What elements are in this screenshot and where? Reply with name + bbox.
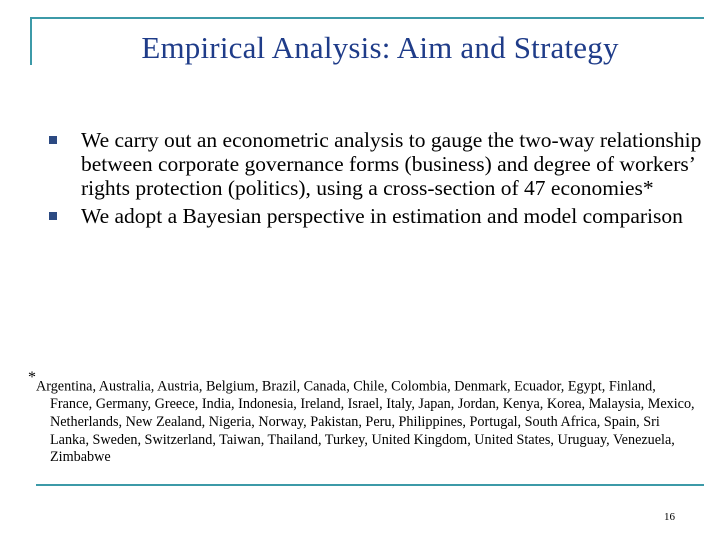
slide-title: Empirical Analysis: Aim and Strategy (141, 30, 619, 65)
footnote-rest: France, Germany, Greece, India, Indonesia, Ireland, Israel, Italy, Japan, Jordan, Kenya, Korea, Malaysia, Mexico, Netherlands, New Zealand, Nigeria, Norway, Pakistan, Peru, Philippines, Portugal, South Africa, Spain, Sri Lanka, Sweden, Switzerland, Taiwan, Thailand, Turkey, United Kingdom, United States, Uruguay, Venezuela, Zimbabwe (50, 396, 695, 466)
footnote-marker: * (28, 369, 36, 386)
footnote-first-line (28, 369, 698, 396)
page-number: 16 (664, 511, 675, 523)
square-bullet-icon (49, 212, 57, 220)
footnote (28, 369, 698, 467)
bullet-text-2: We adopt a Bayesian perspective in estimation and model comparison (81, 204, 683, 228)
bullet-list (48, 128, 718, 232)
bullet-item-1 (48, 128, 718, 200)
footnote-first-text: Argentina, Australia, Austria, Belgium, Brazil, Canada, Chile, Colombia, Denmark, Ecuador, Egypt, Finland, (36, 378, 656, 395)
bullet-item-2 (48, 204, 718, 228)
square-bullet-icon (49, 136, 57, 144)
frame-top-line (30, 17, 704, 19)
bottom-divider (36, 484, 704, 486)
bullet-text-1: We carry out an econometric analysis to gauge the two-way relationship between corporate governance forms (business) and degree of workers’ rights protection (politics), using a cross-section of 47 economies* (81, 128, 702, 200)
